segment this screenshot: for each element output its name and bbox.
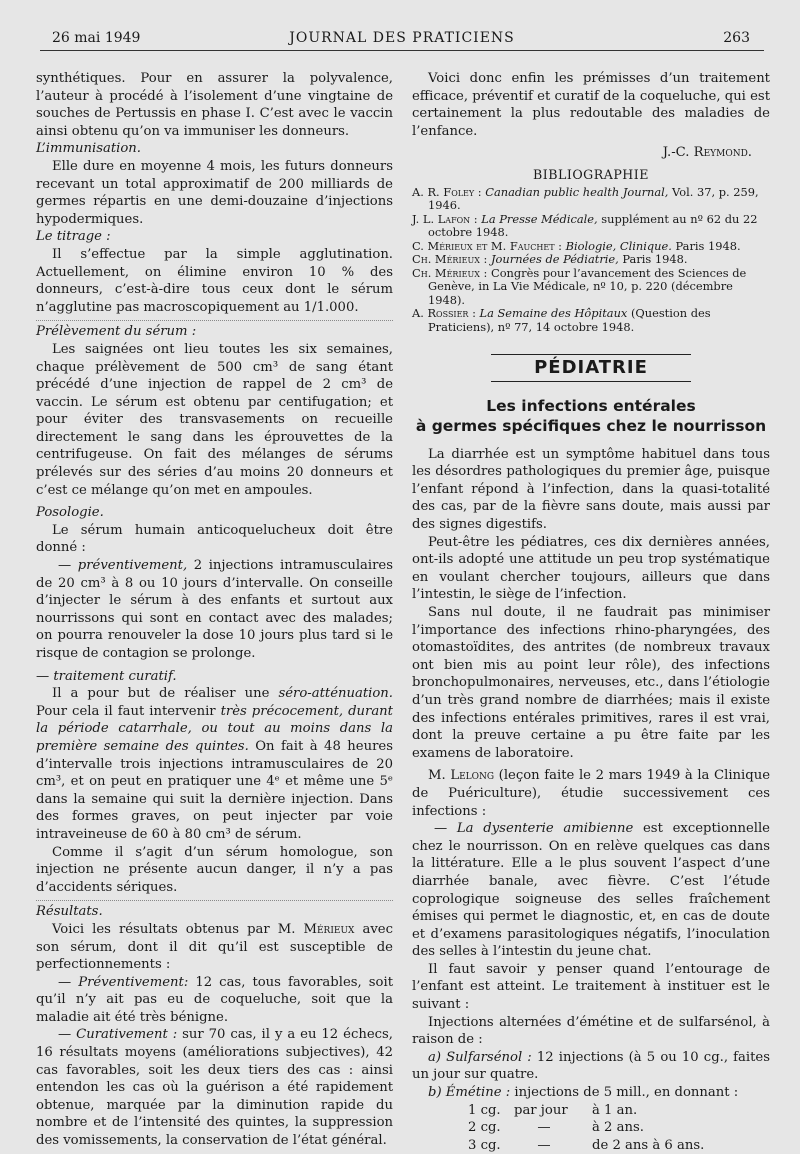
bib-title: Journées de Pédiatrie,: [490, 252, 619, 267]
bib-title: Canadian public health Journal,: [485, 184, 669, 199]
inline-text: Pour cela il faut intervenir: [36, 703, 221, 719]
section-heading: PÉDIATRIE: [491, 354, 691, 382]
bibliography-entry: [412, 213, 770, 240]
bibliography-entry: [412, 253, 770, 267]
bib-author: C. Mérieux et M. Fauchet :: [412, 238, 562, 253]
dosage-row: [468, 1137, 770, 1154]
inline-label: — Curativement :: [58, 1027, 178, 1043]
inline-text: 12 cas, tous favorables, soit qu’il n’y ait pas eu de coqueluche, soit que la maladie ait été très bénigne.: [36, 974, 393, 1025]
inline-label: b) Émétine :: [428, 1085, 511, 1101]
subheading-resultats: Résultats.: [36, 900, 393, 921]
dosage-dose: 2 cg.: [468, 1120, 501, 1136]
dosage-age: à 2 ans.: [592, 1120, 644, 1136]
bib-detail: Paris 1948.: [618, 252, 688, 267]
paragraph-curativement: [36, 1026, 393, 1149]
bibliography-title: BIBLIOGRAPHIE: [533, 166, 649, 182]
paragraph: Le sérum humain anticoquelucheux doit être donné :: [36, 522, 393, 556]
inline-text: avec son sérum, dont il dit qu’il est susceptible de perfectionnements :: [36, 921, 393, 973]
author-name: Mérieux: [303, 921, 355, 937]
paragraph-preventivement: [36, 974, 393, 1027]
subheading-posologie: Posologie.: [36, 505, 104, 521]
paragraph-curatif: [36, 685, 393, 843]
paragraph: Il s’effectue par la simple agglutination. Actuellement, on élimine environ 10 % des donneurs, c’est-à-dire tous ceux dont le sérum n’agglutine pas macroscopiquement au 1/1.000.: [36, 246, 393, 315]
paragraph: Comme il s’agit d’un sérum homologue, son injection ne présente aucun danger, il n’y a pas d’accidents sériques.: [36, 844, 393, 895]
inline-label: — préventivement,: [58, 558, 188, 574]
subheading-curatif: — traitement curatif.: [36, 668, 177, 684]
journal-title: JOURNAL DES PRATICIENS: [289, 30, 515, 46]
bibliography-entry: [412, 267, 770, 308]
paragraph: Sans nul doute, il ne faudrait pas minimiser l’importance des infections rhino-pharyngées, des otomastoïdites, des antrites (de nombreux travaux ont bien mis au point leur rôle), des infections bronchopulmonaires, nerveuses, etc., dans l’étiologie d’un très grand nombre de diarrhées; mais il existe des infections entérales primitives, rares il est vrai, dont la preuve certaine a pu être faite par les examens de laboratoire.: [412, 605, 770, 761]
inline-text: injections de 5 mill., en donnant :: [510, 1085, 739, 1101]
author-name: Lelong: [450, 768, 495, 784]
bib-author: A. R. Foley :: [412, 184, 482, 199]
inline-text: 12 injections (à 5 ou 10 cg., faites un jour sur quatre.: [412, 1049, 770, 1083]
dosage-row: [468, 1119, 770, 1137]
subheading-titrage: Le titrage :: [36, 229, 111, 245]
dosage-frequency: par jour: [514, 1102, 568, 1118]
paragraph: Elle dure en moyenne 4 mois, les futurs donneurs recevant un total approximatif de 200 milliards de germes répartis en une demi-douzaine d’injections hypodermiques.: [36, 158, 393, 227]
right-column: [412, 70, 770, 1154]
subheading-prelevement: Prélèvement du sérum :: [36, 320, 393, 341]
inline-text: 2 injections intramusculaires de 20 cm³ à 8 ou 10 jours d’intervalle. On conseille d’injecter le sérum à des enfants et surtout aux nourrissons qui sont en contact avec des malades; on pourra renouveler la dose 10 jours plus tard si le risque de contagion se prolonge.: [36, 558, 393, 661]
paragraph-resultats: [36, 921, 393, 974]
bib-title: La Semaine des Hôpitaux: [479, 306, 628, 321]
inline-text: Il a pour but de réaliser une: [52, 686, 279, 702]
dosage-dose: 3 cg.: [468, 1137, 501, 1153]
bib-author: Ch. Mérieux :: [412, 265, 488, 280]
bibliography-list: [412, 186, 770, 335]
dosage-dose: 1 cg.: [468, 1102, 501, 1118]
bib-detail: Congrès pour l’avancement des Sciences de Genève, in La Vie Médicale, nº 10, p. 220 (décembre 1948).: [428, 265, 747, 307]
dosage-row: [468, 1102, 770, 1120]
dosage-age: de 2 ans à 6 ans.: [592, 1137, 705, 1153]
paragraph-preventive: [36, 557, 393, 663]
paragraph-sulfarsenol: [412, 1049, 770, 1084]
dosage-table: [412, 1102, 770, 1154]
bib-detail: supplément au nº 62 du 22 octobre 1948.: [428, 211, 758, 240]
issue-date: 26 mai 1949: [52, 30, 141, 46]
article-title-line: à germes spécifiques chez le nourrisson: [415, 416, 767, 435]
running-header: [40, 28, 764, 51]
bib-author: A. Rossier :: [412, 306, 476, 321]
paragraph: Il faut savoir y penser quand l’entourage de l’enfant est atteint. Le traitement à instituer est le suivant :: [412, 961, 770, 1013]
dosage-frequency: —: [537, 1137, 551, 1153]
bib-detail: Vol. 37, p. 259, 1946.: [428, 184, 759, 213]
inline-emphasis: séro-atténuation.: [278, 686, 393, 702]
inline-label: — Préventivement:: [58, 974, 189, 990]
article-title-line: Les infections entérales: [486, 396, 696, 415]
bibliography-entry: [412, 240, 770, 254]
bib-detail: Paris 1948.: [671, 238, 741, 253]
paragraph: Injections alternées d’émétine et de sulfarsénol, à raison de :: [412, 1014, 770, 1048]
page-number: 263: [723, 30, 750, 46]
paragraph: La diarrhée est un symptôme habituel dans tous les désordres pathologiques du premier âge, puisque l’enfant répond à l’infection, dans la quasi-totalité des cas, par de la fièvre sans doute, mais aussi par des signes digestifs.: [412, 446, 770, 533]
paragraph: synthétiques. Pour en assurer la polyvalence, l’auteur à procédé à l’isolement d’une vingtaine de souches de Pertussis en phase I. C’est avec le vaccin ainsi obtenu qu’on va immuniser les donneurs.: [36, 71, 393, 139]
bibliography-entry: [412, 186, 770, 213]
bib-author: Ch. Mérieux :: [412, 252, 488, 267]
paragraph: Voici donc enfin les prémisses d’un traitement efficace, préventif et curatif de la coqueluche, qui est certainement la plus redoutable des maladies de l’enfance.: [412, 71, 770, 139]
paragraph-emetine: [412, 1084, 770, 1102]
paragraph-dysenterie: [412, 820, 770, 961]
inline-text: On fait à 48 heures d’intervalle trois injections intramusculaires de 20 cm³, et on peut en pratiquer une 4ᵉ et même une 5ᵉ dans la semaine qui suit la dernière injection. Dans des formes graves, on peut injecter par voie intraveineuse de 60 à 80 cm³ de sérum.: [36, 738, 393, 842]
inline-label: — La dysenterie amibienne: [434, 821, 634, 837]
inline-text: M.: [428, 768, 451, 784]
bib-detail: (Question des Praticiens), nº 77, 14 octobre 1948.: [428, 306, 711, 334]
dosage-frequency: —: [537, 1120, 551, 1136]
paragraph-lelong: [412, 767, 770, 820]
left-column: [36, 70, 393, 1150]
dosage-age: à 1 an.: [592, 1102, 638, 1118]
paragraph: Les saignées ont lieu toutes les six semaines, chaque prélèvement de 500 cm³ de sang étant précédé d’une injection de rappel de 2 cm³ de vaccin. Le sérum est obtenu par centifugation; et pour éviter des transvasements on recueille directement le sang dans les éprouvettes de la centrifugeuse. On fait des mélanges de sérums prélevés sur des séries d’au moins 20 donneurs et c’est ce mélange qu’on met en ampoules.: [36, 341, 393, 498]
paragraph: Peut-être les pédiatres, ces dix dernières années, ont-ils adopté une attitude un peu trop systématique en voulant chercher toujours, ailleurs que dans l’intestin, le siège de l’infection.: [412, 534, 770, 603]
subheading-immunisation: L’immunisation.: [36, 141, 141, 157]
inline-label: a) Sulfarsénol :: [428, 1049, 532, 1065]
inline-text: est exceptionnelle chez le nourrisson. On en relève quelques cas dans la littérature. Elle a le plus souvent l’aspect d’une diarrhée banale, avec fièvre. C’est l’étude coprologique soigneuse des selles fraîchement émises qui permet le diagnostic, et, en cas de doute et d’examens parasitologiques négatifs, l’inoculation des selles à l’intestin du jeune chat.: [412, 821, 770, 960]
bib-title: La Presse Médicale,: [481, 211, 598, 226]
bib-author: J. L. Lafon :: [412, 211, 478, 226]
inline-text: (leçon faite le 2 mars 1949 à la Clinique de Puériculture), étudie successivement ces infections :: [412, 768, 770, 819]
author-signature: J.-C. Reymond.: [662, 145, 752, 161]
bib-title: Biologie, Clinique.: [565, 238, 672, 253]
inline-text: sur 70 cas, il y a eu 12 échecs, 16 résultats moyens (améliorations subjectives), 42 cas favorables, soit les deux tiers des cas : ainsi entendon les cas où la guérison a été rapidement obtenue, marquée par la diminution rapide du nombre et de l’intensité des quintes, la suppression des vomissements, la conservation de l’état général.: [36, 1027, 393, 1149]
inline-emphasis: très précocement, durant la période catarrhale, ou tout au moins dans la première semaine des quintes.: [36, 703, 393, 754]
bibliography-entry: [412, 307, 770, 334]
inline-text: Voici les résultats obtenus par M.: [52, 921, 304, 937]
article-title: [412, 396, 770, 436]
